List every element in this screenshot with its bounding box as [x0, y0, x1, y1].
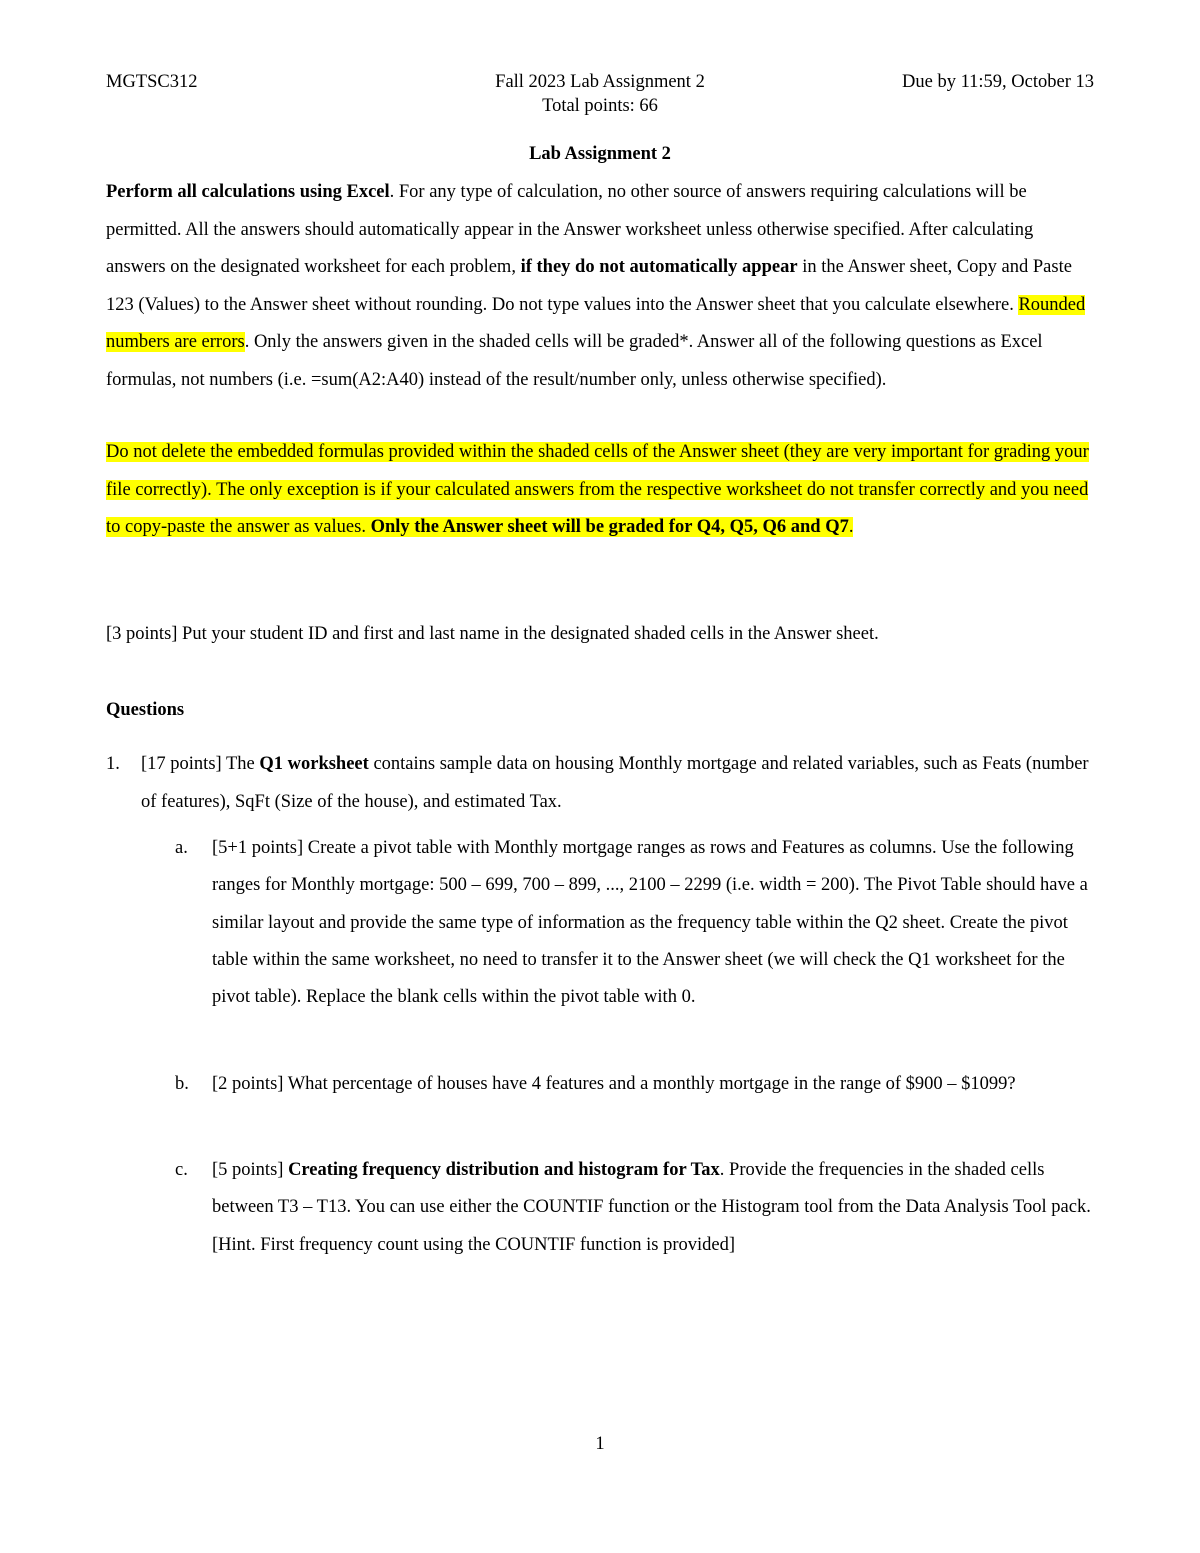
- intro-text-2: in the Answer sheet, Copy and Paste 123 (Values) to the Answer sheet without rounding. Do not type values into the Answer sheet that you calculate elsewhere.: [106, 257, 1072, 315]
- warning-paragraph: [106, 434, 1096, 547]
- document-title: Lab Assignment 2: [529, 144, 671, 164]
- intro-text-3: . Only the answers given in the shaded cells will be graded*. Answer all of the following questions as Excel formulas, not numbers (i.e. =sum(A2:A40) instead of the result/number only, unless otherwise specified).: [106, 332, 1043, 390]
- question-1a-text: [5+1 points] Create a pivot table with Monthly mortgage ranges as rows and Features as columns. Use the following ranges for Monthly mortgage: 500 – 699, 700 – 899, ..., 2100 – 2299 (i.e. width = 200). The Pivot Table should have a similar layout and provide the same type of information as the frequency table within the Q2 sheet. Create the pivot table within the same worksheet, no need to transfer it to the Answer sheet (we will check the Q1 worksheet for the pivot table). Replace the blank cells within the pivot table with 0.: [212, 838, 1088, 1008]
- question-1c-post: . Provide the frequencies in the shaded cells between T3 – T13. You can use either the COUNTIF function or the Histogram tool from the Data Analysis Tool pack. [Hint. First frequency count using the COUNTIF function is provided]: [212, 1160, 1091, 1255]
- warning-end: .: [848, 517, 854, 537]
- question-1a-label: a.: [175, 838, 188, 858]
- question-1c-text: [212, 1152, 1095, 1264]
- warning-bold: Only the Answer sheet will be graded for Q4, Q5, Q6 and Q7: [370, 517, 849, 537]
- question-1c-pre: [5 points]: [212, 1160, 289, 1180]
- question-1c: [175, 1152, 1095, 1264]
- question-1a: [175, 830, 1095, 1016]
- question-1-bold: Q1 worksheet: [259, 754, 369, 774]
- question-1b-label: b.: [175, 1074, 189, 1094]
- intro-paragraph: [106, 174, 1096, 399]
- page-number: 1: [595, 1434, 605, 1454]
- assignment-name: Fall 2023 Lab Assignment 2: [495, 72, 705, 92]
- warning-text: Do not delete the embedded formulas provided within the shaded cells of the Answer sheet (they are very important for grading your file correctly). The only exception is if your calculated answers from the respective worksheet do not transfer correctly and you need to copy-paste the answer as values.: [106, 442, 1089, 537]
- intro-text-1: . For any type of calculation, no other source of answers requiring calculations will be permitted. All the answers should automatically appear in the Answer worksheet unless otherwise specified. After calculating answers on the designated worksheet for each problem,: [106, 182, 1034, 277]
- question-1-number: 1.: [106, 754, 120, 774]
- intro-bold-lead: Perform all calculations using Excel: [106, 182, 390, 202]
- question-1: [106, 746, 1096, 821]
- rounded-highlight: Rounded numbers are errors: [106, 294, 1086, 352]
- question-1b: [175, 1066, 1095, 1103]
- question-1-post: contains sample data on housing Monthly mortgage and related variables, such as Feats (number of features), SqFt (Size of the house), and estimated Tax.: [141, 754, 1089, 812]
- question-1c-label: c.: [175, 1160, 188, 1180]
- student-id-instruction: [3 points] Put your student ID and first and last name in the designated shaded cells in the Answer sheet.: [106, 624, 879, 644]
- page-header: [106, 72, 1094, 96]
- question-1c-bold: Creating frequency distribution and histogram for Tax: [288, 1160, 720, 1180]
- intro-bold-mid: if they do not automatically appear: [520, 257, 798, 277]
- question-1b-text: [2 points] What percentage of houses have 4 features and a monthly mortgage in the range of $900 – $1099?: [212, 1074, 1016, 1094]
- total-points: Total points: 66: [542, 96, 658, 116]
- due-date: Due by 11:59, October 13: [902, 72, 1094, 92]
- question-1-pre: [17 points] The: [141, 754, 260, 774]
- course-code: MGTSC312: [106, 72, 198, 92]
- questions-heading: Questions: [106, 700, 185, 720]
- question-1-text: [141, 746, 1096, 821]
